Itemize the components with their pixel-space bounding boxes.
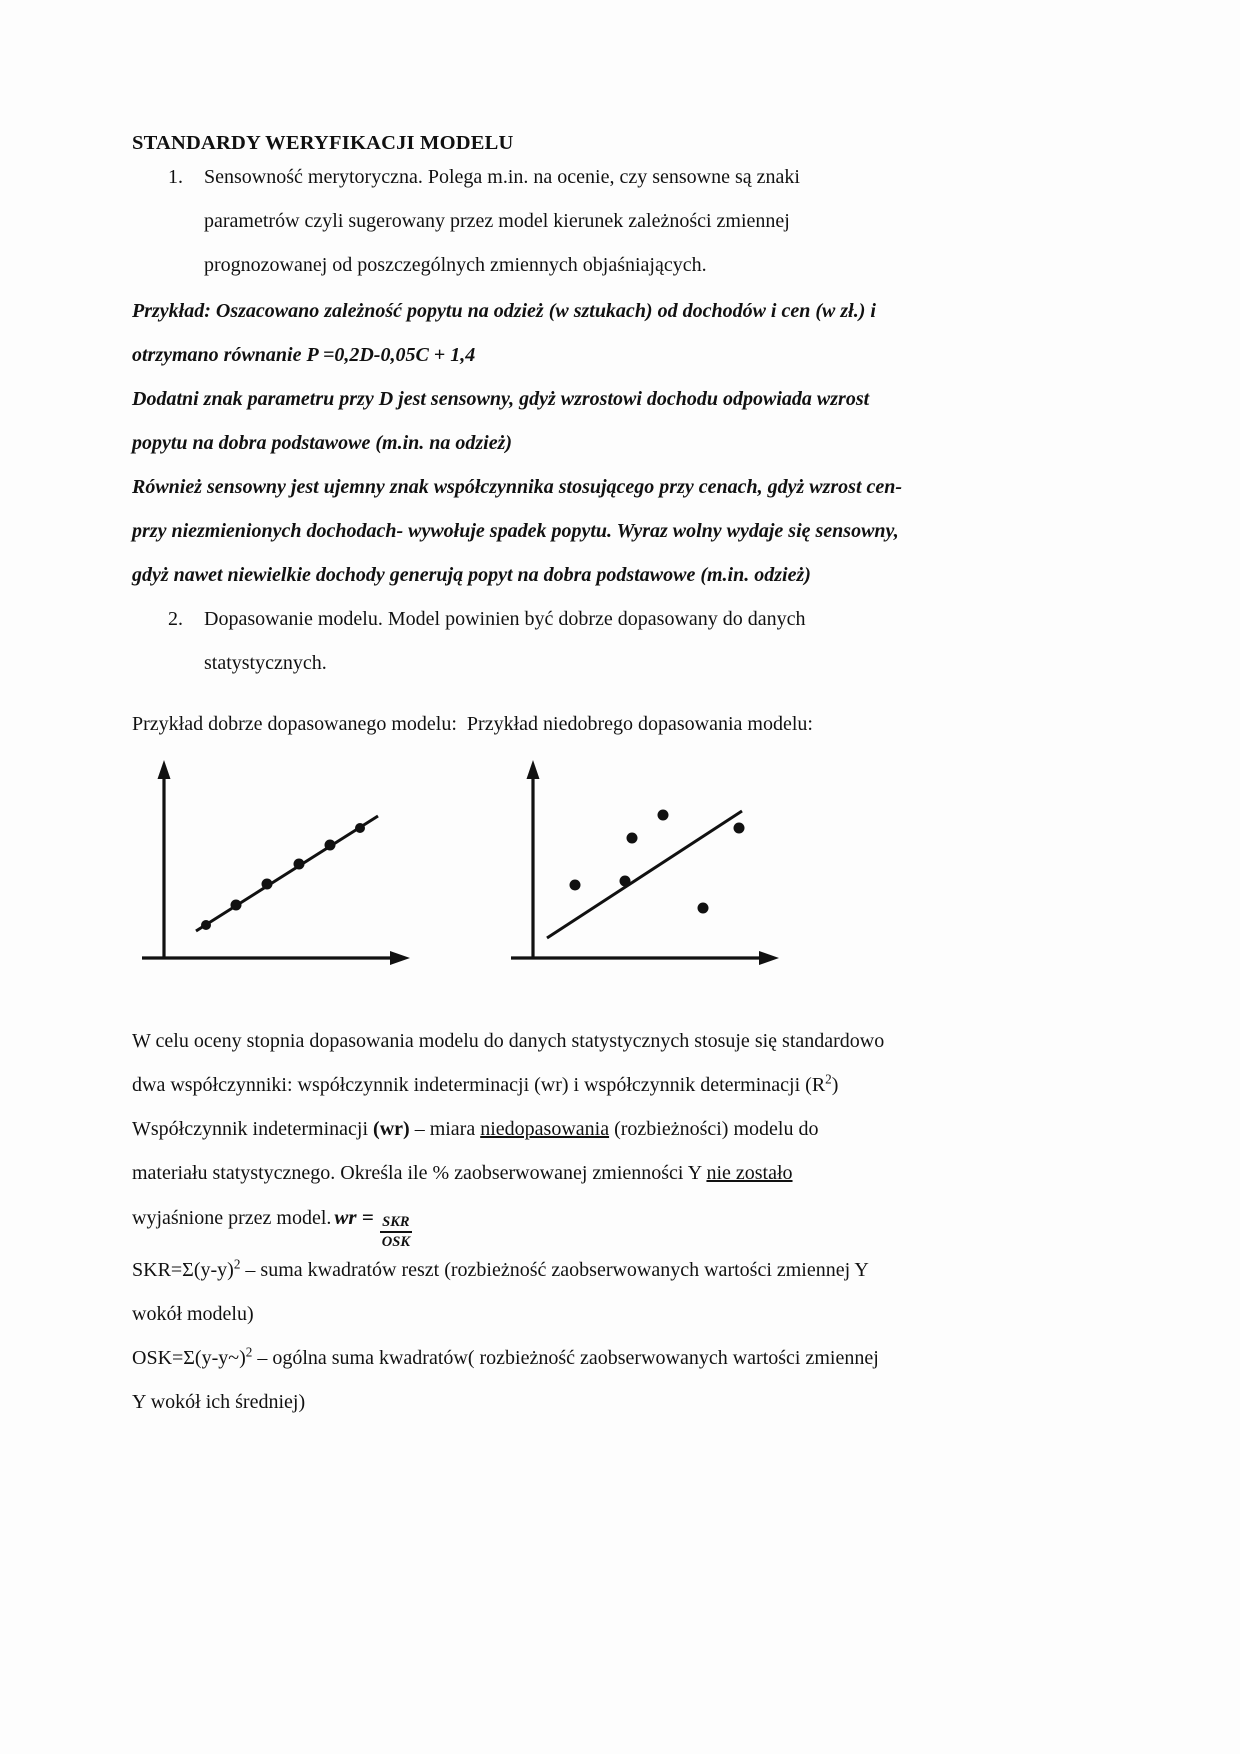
example-line: popytu na dobra podstawowe (m.in. na odzież) — [132, 432, 513, 454]
example-line: Również sensowny jest ujemny znak współczynnika stosującego przy cenach, gdyż wzrost cen- — [132, 476, 903, 498]
example-block — [132, 289, 1012, 597]
tail-line — [132, 1151, 1012, 1195]
page-title: STANDARDY WERYFIKACJI MODELU — [132, 132, 514, 154]
data-point — [620, 876, 631, 887]
emphasis-underline: niedopasowania — [480, 1118, 610, 1140]
tail-line: Y wokół ich średniej) — [132, 1390, 306, 1413]
charts-area — [132, 753, 1012, 993]
tail-line — [132, 1107, 1012, 1151]
numbered-list-1 — [132, 155, 1012, 287]
data-point — [627, 833, 638, 844]
example-line: Przykład: Oszacowano zależność popytu na odzież (w sztukach) od dochodów i cen (w zł.) i — [132, 300, 876, 322]
data-point — [734, 823, 745, 834]
x-axis-arrowhead — [390, 951, 410, 965]
page-content — [132, 0, 1012, 1424]
example-line: otrzymano równanie P =0,2D-0,05C + 1,4 — [132, 344, 476, 366]
list-item-line: Sensowność merytoryczna. Polega m.in. na ocenie, czy sensowne są znaki — [204, 166, 800, 188]
list-marker: 1. — [168, 166, 183, 188]
emphasis-underline: nie zostało — [706, 1162, 793, 1184]
list-item — [132, 597, 1012, 685]
list-item-line: prognozowanej od poszczególnych zmiennych objaśniających. — [204, 254, 707, 276]
chart-caption-gap — [457, 713, 467, 735]
tail-line-text: – suma kwadratów reszt (rozbieżność zaobserwowanych wartości zmiennej Y — [240, 1258, 869, 1281]
trend-line — [547, 811, 742, 938]
fraction-numerator: SKR — [382, 1214, 410, 1230]
example-line: Dodatni znak parametru przy D jest sensowny, gdyż wzrostowi dochodu odpowiada wzrost — [132, 388, 870, 410]
tail-line-text: materiału statystycznego. Określa ile % zaobserwowanej zmienności Y — [132, 1162, 707, 1184]
formula-line — [132, 1195, 1012, 1248]
tail-line-text: – ogólna suma kwadratów( rozbieżność zaobserwowanych wartości zmiennej — [252, 1346, 879, 1369]
chart-caption-right: Przykład niedobrego dopasowania modelu: — [466, 713, 813, 735]
formula-lead-text: wyjaśnione przez model. — [132, 1207, 332, 1229]
data-point — [262, 879, 273, 890]
tail-line-text: (rozbieżności) modelu do — [609, 1118, 819, 1140]
fraction-skr-osk — [380, 1214, 412, 1250]
trend-line — [196, 816, 378, 931]
list-item-line: statystycznych. — [204, 652, 327, 674]
data-point — [570, 880, 581, 891]
scatter-plot-good — [138, 753, 428, 983]
list-marker: 2. — [168, 608, 183, 630]
fraction-denominator: OSK — [381, 1233, 410, 1250]
x-axis-arrowhead — [759, 951, 779, 965]
data-point — [231, 900, 242, 911]
tail-line-text: ) — [831, 1074, 839, 1096]
tail-line-text: Współczynnik indeterminacji — [132, 1118, 374, 1140]
tail-line — [132, 1336, 1012, 1380]
tail-line — [132, 1063, 1012, 1107]
example-line: przy niezmienionych dochodach- wywołuje spadek popytu. Wyraz wolny wydaje się sensowny, — [132, 520, 899, 542]
superscript-2: 2 — [825, 1071, 832, 1087]
data-point — [698, 903, 709, 914]
y-axis-arrowhead — [527, 760, 540, 779]
tail-line-text: dwa współczynniki: współczynnik indeterminacji (wr) i współczynnik determinacji (R — [132, 1074, 826, 1096]
data-point — [294, 859, 305, 870]
superscript-2: 2 — [233, 1256, 241, 1272]
tail-line — [132, 1248, 1012, 1292]
numbered-list-2 — [132, 597, 1012, 685]
data-point — [355, 823, 365, 833]
chart-well-fitted — [138, 753, 428, 988]
tail-line-text: SKR=Σ(y-y) — [132, 1258, 234, 1281]
formula-lhs: wr = — [334, 1205, 374, 1229]
data-point — [201, 920, 211, 930]
list-item — [132, 155, 1012, 287]
tail-line-text: OSK=Σ(y-y~) — [132, 1346, 246, 1369]
example-line: gdyż nawet niewielkie dochody generują popyt na dobra podstawowe (m.in. odzież) — [132, 564, 811, 586]
chart-poorly-fitted — [507, 753, 797, 988]
tail-line: W celu oceny stopnia dopasowania modelu do danych statystycznych stosuje się standardowo — [132, 1030, 885, 1052]
data-point — [325, 840, 336, 851]
wr-label: (wr) — [373, 1118, 410, 1140]
tail-line: wokół modelu) — [132, 1302, 254, 1325]
chart-caption-left: Przykład dobrze dopasowanego modelu: — [132, 713, 457, 735]
scatter-plot-bad — [507, 753, 797, 983]
list-item-line: parametrów czyli sugerowany przez model kierunek zależności zmiennej — [204, 210, 790, 232]
list-item-line: Dopasowanie modelu. Model powinien być dobrze dopasowany do danych — [204, 608, 806, 630]
data-point — [658, 810, 669, 821]
tail-line-text: – miara — [409, 1118, 481, 1140]
chart-captions — [132, 709, 1012, 739]
tail-text-block — [132, 1019, 1012, 1424]
y-axis-arrowhead — [158, 760, 171, 779]
superscript-2: 2 — [245, 1344, 253, 1360]
